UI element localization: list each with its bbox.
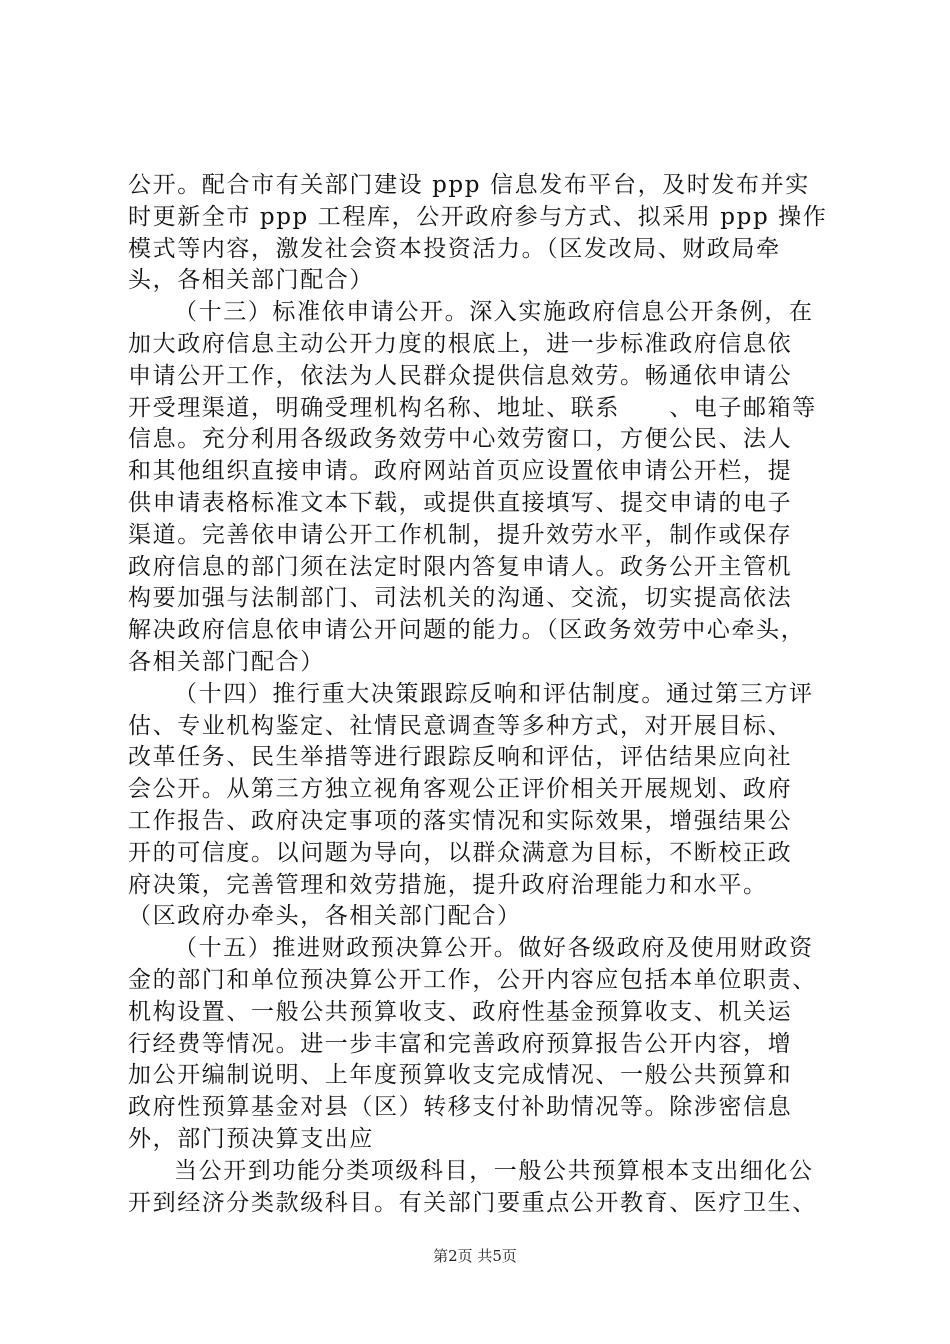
text-line: 政府性预算基金对县（区）转移支付补助情况等。除涉密信息 — [128, 1094, 793, 1121]
text-line: 金的部门和单位预决算公开工作，公开内容应包括本单位职责、 — [128, 966, 817, 993]
text-line: 加大政府信息主动公开力度的根底上，进一步标准政府信息依 — [128, 330, 793, 357]
page-footer: 第2页 共5页 — [433, 1247, 517, 1265]
text-line: 模式等内容，激发社会资本投资活力。（区发改局、财政局牵 — [128, 235, 781, 262]
text-line: 各相关部门配合） — [128, 648, 325, 675]
text-line: （区政府办牵头，各相关部门配合） — [128, 903, 522, 930]
text-line: 工作报告、政府决定事项的落实情况和实际效果，增强结果公 — [128, 807, 793, 834]
text-line: 头，各相关部门配合） — [128, 267, 374, 294]
paragraph-start-line: 当公开到功能分类项级科目，一般公共预算根本支出细化公 — [174, 1157, 814, 1184]
text-line: 信息。充分利用各级政务效劳中心效劳窗口，方便公民、法人 — [128, 426, 793, 453]
text-line: 开的可信度。以问题为导向，以群众满意为目标，不断校正政 — [128, 839, 793, 866]
paragraph-start-line: （十五）推进财政预决算公开。做好各级政府及使用财政资 — [174, 935, 814, 962]
text-line: 行经费等情况。进一步丰富和完善政府预算报告公开内容，增 — [128, 1030, 793, 1057]
text-line: 外，部门预决算支出应 — [128, 1125, 374, 1152]
text-line: 机构设置、一般公共预算收支、政府性基金预算收支、机关运 — [128, 998, 793, 1025]
text-line: 申请公开工作，依法为人民群众提供信息效劳。畅通依申请公 — [128, 362, 793, 389]
text-line: 开受理渠道，明确受理机构名称、地址、联系 、电子邮箱等 — [128, 394, 817, 421]
text-line: 改革任务、民生举措等进行跟踪反响和评估，评估结果应向社 — [128, 744, 793, 771]
text-line: 解决政府信息依申请公开问题的能力。（区政务效劳中心牵头， — [128, 617, 806, 644]
text-line: 供申请表格标准文本下载，或提供直接填写、提交申请的电子 — [128, 489, 793, 516]
text-line: 政府信息的部门须在法定时限内答复申请人。政务公开主管机 — [128, 553, 793, 580]
document-body — [128, 170, 840, 1219]
text-line: 时更新全市 ppp 工程库，公开政府参与方式、拟采用 ppp 操作 — [128, 203, 828, 230]
text-line: 开到经济分类款级科目。有关部门要重点公开教育、医疗卫生、 — [128, 1189, 817, 1216]
text-line: 公开。配合市有关部门建设 ppp 信息发布平台，及时发布并实 — [128, 172, 810, 198]
text-line: 构要加强与法制部门、司法机关的沟通、交流，切实提高依法 — [128, 585, 793, 612]
text-line: 和其他组织直接申请。政府网站首页应设置依申请公开栏，提 — [128, 458, 793, 485]
text-line: 渠道。完善依申请公开工作机制，提升效劳水平，制作或保存 — [128, 521, 793, 548]
paragraph-start-line: （十三）标准依申请公开。深入实施政府信息公开条例，在 — [174, 299, 814, 326]
text-line: 府决策，完善管理和效劳措施，提升政府治理能力和水平。 — [128, 871, 768, 898]
text-line: 会公开。从第三方独立视角客观公正评价相关开展规划、政府 — [128, 776, 793, 803]
paragraph-start-line: （十四）推行重大决策跟踪反响和评估制度。通过第三方评 — [174, 680, 814, 707]
text-line: 估、专业机构鉴定、社情民意调查等多种方式，对开展目标、 — [128, 712, 793, 739]
text-line: 加公开编制说明、上年度预算收支完成情况、一般公共预算和 — [128, 1062, 793, 1089]
